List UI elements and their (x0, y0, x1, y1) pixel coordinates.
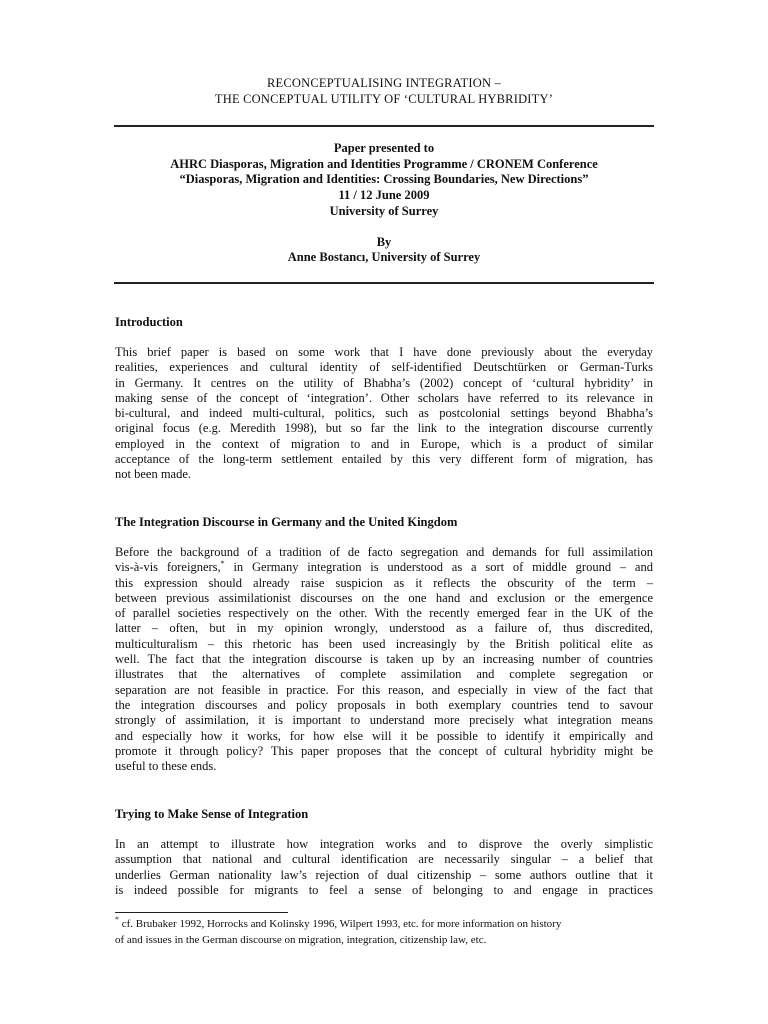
footnote-text: cf. Brubaker 1992, Horrocks and Kolinsky 1996, Wilpert 1993, etc. for more information on history (119, 918, 562, 930)
header-divider-top (114, 125, 654, 127)
paragraph-line: acceptance of the long-term settlement entailed by this very different form of migration, has (115, 452, 653, 467)
paragraph-line: in Germany. It centres on the utility of Bhabha’s (2002) concept of ‘cultural hybridity’ in (115, 375, 653, 390)
paragraph-line: this expression should already raise suspicion as it reflects the obscurity of the term – (115, 575, 653, 590)
conference-date: 11 / 12 June 2009 (338, 188, 430, 202)
paragraph-line: underlies German nationality law’s rejection of dual citizenship – some authors outline that it (115, 867, 653, 882)
paragraph-line: multiculturalism – this rhetoric has been used increasingly by the British political elite as (115, 636, 653, 651)
paragraph-line: This brief paper is based on some work that I have done previously about the everyday (115, 345, 653, 359)
paragraph-line: and especially how it works, for how else will it be possible to identify it empirically and (115, 728, 653, 743)
by-label: By (376, 235, 392, 249)
section-heading-introduction: Introduction (115, 315, 183, 329)
conference-venue: University of Surrey (329, 204, 439, 218)
paragraph-line: the integration discourses and policy proposals in both exemplary countries tend to savour (115, 697, 653, 712)
footnote-line: of and issues in the German discourse on migration, integration, citizenship law, etc. (115, 934, 487, 946)
footnote-line (115, 916, 653, 932)
footnote-separator (115, 912, 288, 913)
paragraph-line: original focus (e.g. Meredith 1998), but so far the link to the integration discourse currently (115, 421, 653, 436)
line-text: in Germany integration is understood as a sort of middle ground – and (224, 560, 653, 575)
paragraph-line: bi-cultural, and indeed multi-cultural, politics, such as postcolonial settings beyond Bhabha’s (115, 406, 653, 421)
paragraph-line: latter – often, but in my opinion wrongly, understood as a failure of, thus discredited, (115, 621, 653, 636)
footnote (115, 916, 653, 948)
paragraph-line: well. The fact that the integration discourse is taken up by an increasing number of countries (115, 652, 653, 667)
presented-to: Paper presented to (333, 141, 435, 155)
footnote-reference[interactable]: * (220, 559, 225, 569)
paragraph-line: promote it through policy? This paper proposes that the concept of cultural hybridity might be (115, 743, 653, 758)
paragraph-line: making sense of the concept of ‘integration’. Other scholars have referred to its relevance in (115, 390, 653, 405)
paragraph-line: strongly of assimilation, it is important to understand more precisely what integration means (115, 713, 653, 728)
conference-title: “Diasporas, Migration and Identities: Crossing Boundaries, New Directions” (179, 172, 589, 186)
integration-discourse-paragraph (115, 545, 653, 774)
header-divider-bottom (114, 282, 654, 284)
paragraph-line: employed in the context of migration to and in Europe, which is a product of similar (115, 436, 653, 451)
line-text: vis-à-vis foreigners, (115, 560, 221, 575)
paragraph-line (115, 560, 653, 575)
paragraph-line: separation are not feasible in practice. For this reason, and especially in view of the fact that (115, 682, 653, 697)
paragraph-line: between previous assimilationist discourses on the one hand and exclusion or the emergence (115, 590, 653, 605)
paper-title-line-2: THE CONCEPTUAL UTILITY OF ‘CULTURAL HYBRIDITY’ (214, 92, 554, 106)
footnote-mark: * (115, 915, 119, 924)
paragraph-line: of parallel societies respectively on the other. With the recently emerged fear in the UK of the (115, 606, 653, 621)
author-line: Anne Bostancı, University of Surrey (287, 250, 481, 264)
paragraph-line: assumption that national and cultural identification are necessarily singular – a belief that (115, 852, 653, 867)
paragraph-line: In an attempt to illustrate how integration works and to disprove the overly simplistic (115, 837, 653, 851)
paragraph-line: illustrates that the alternatives of complete assimilation and complete segregation or (115, 667, 653, 682)
paragraph-line: Before the background of a tradition of de facto segregation and demands for full assimilation (115, 545, 653, 559)
paragraph-line: is indeed possible for migrants to feel a sense of belonging to and engage in practices (115, 882, 653, 897)
paragraph-line: useful to these ends. (115, 759, 217, 774)
introduction-paragraph (115, 345, 653, 483)
paragraph-line: realities, experiences and cultural identity of self-identified Deutschtürken or German-Turks (115, 360, 653, 375)
section-heading-make-sense: Trying to Make Sense of Integration (115, 807, 309, 821)
section-heading-integration-discourse: The Integration Discourse in Germany and the United Kingdom (115, 515, 458, 529)
paragraph-line: not been made. (115, 467, 192, 482)
paper-title-line-1: RECONCEPTUALISING INTEGRATION – (267, 76, 501, 90)
programme-name: AHRC Diasporas, Migration and Identities Programme / CRONEM Conference (170, 157, 598, 171)
make-sense-paragraph (115, 837, 653, 898)
